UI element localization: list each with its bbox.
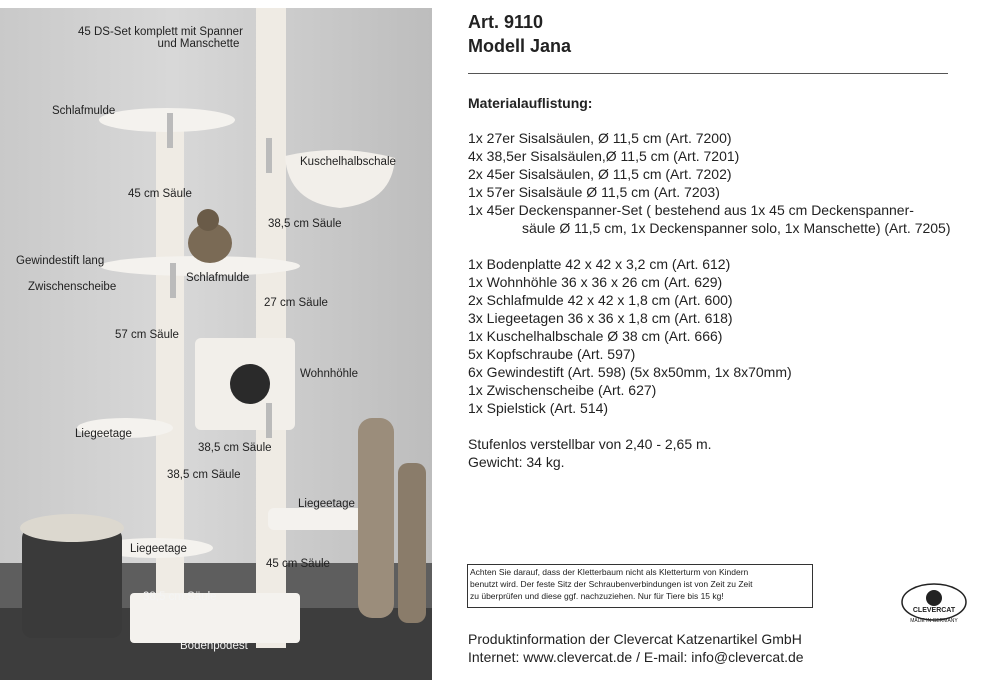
label-schlafmulde-top: Schlafmulde: [52, 105, 116, 117]
material-item: 1x Bodenplatte 42 x 42 x 3,2 cm (Art. 612): [468, 256, 731, 272]
height-info: Stufenlos verstellbar von 2,40 - 2,65 m.: [468, 436, 712, 452]
material-item: 4x 38,5er Sisalsäulen,Ø 11,5 cm (Art. 7201): [468, 148, 740, 164]
material-item: 2x 45er Sisalsäulen, Ø 11,5 cm (Art. 7202): [468, 166, 732, 182]
material-item: 6x Gewindestift (Art. 598) (5x 8x50mm, 1x 8x70mm): [468, 364, 792, 380]
label-kuschelhalbschale: Kuschelhalbschale: [300, 156, 396, 168]
material-item: 3x Liegeetagen 36 x 36 x 1,8 cm (Art. 618): [468, 310, 733, 326]
article-number: Art. 9110: [468, 12, 544, 32]
material-item: 1x Kuschelhalbschale Ø 38 cm (Art. 666): [468, 328, 723, 344]
material-item: 1x 27er Sisalsäulen, Ø 11,5 cm (Art. 7200): [468, 130, 732, 146]
label-gewindestift: Gewindestift lang: [16, 255, 105, 267]
label-schlafmulde-mid: Schlafmulde: [186, 272, 250, 284]
product-photo: [0, 8, 432, 680]
label-zwischenscheibe: Zwischenscheibe: [28, 281, 117, 293]
divider: [468, 73, 948, 74]
label-liegeetage-3: Liegeetage: [130, 543, 187, 555]
material-item: 2x Schlafmulde 42 x 42 x 1,8 cm (Art. 600): [468, 292, 733, 308]
material-item: 1x Spielstick (Art. 514): [468, 400, 609, 416]
label-38-5cm-saeule-b: 38,5 cm Säule: [198, 442, 272, 454]
logo-tag: MADE IN GERMANY: [910, 618, 958, 624]
material-item: 5x Kopfschraube (Art. 597): [468, 346, 636, 362]
material-item-cont: säule Ø 11,5 cm, 1x Deckenspanner solo, 1x Manschette) (Art. 7205): [522, 220, 951, 236]
label-38-5cm-saeule-d: 38,5 cm Säule: [143, 591, 217, 603]
label-45cm-saeule-b: 45 cm Säule: [266, 558, 330, 570]
material-item: 1x Zwischenscheibe (Art. 627): [468, 382, 657, 398]
label-38-5cm-saeule-c: 38,5 cm Säule: [167, 469, 241, 481]
safety-notice: Achten Sie darauf, dass der Kletterbaum nicht als Kletterturm von Kindern benutzt wird. Der feste Sitz der Schraubenverbindungen ist von Zeit zu Zeit zu überprüfen und diese ggf. nachzuziehen. Nur für Tiere bis 15 kg!: [467, 564, 813, 608]
label-27cm-saeule: 27 cm Säule: [264, 297, 328, 309]
label-57cm-saeule: 57 cm Säule: [115, 329, 179, 341]
label-45cm-saeule: 45 cm Säule: [128, 188, 192, 200]
material-item: 1x 57er Sisalsäule Ø 11,5 cm (Art. 7203): [468, 184, 720, 200]
weight-info: Gewicht: 34 kg.: [468, 454, 565, 470]
material-heading: Materialauflistung:: [468, 95, 593, 111]
label-liegeetage-1: Liegeetage: [75, 428, 132, 440]
label-38-5cm-saeule-a: 38,5 cm Säule: [268, 218, 342, 230]
model-name: Modell Jana: [468, 36, 572, 56]
label-bodenpodest: Bodenpodest: [180, 640, 248, 652]
label-set: 45 DS-Set komplett mit Spanner und Manschette: [78, 26, 243, 50]
label-liegeetage-2: Liegeetage: [298, 498, 355, 510]
material-item: 1x 45er Deckenspanner-Set ( bestehend aus 1x 45 cm Deckenspanner-: [468, 202, 914, 218]
clevercat-logo: [900, 582, 968, 624]
logo-brand: CLEVERCAT: [912, 607, 956, 614]
footer-contact: Internet: www.clevercat.de / E-mail: info@clevercat.de: [468, 649, 804, 665]
material-item: 1x Wohnhöhle 36 x 36 x 26 cm (Art. 629): [468, 274, 723, 290]
footer-company: Produktinformation der Clevercat Katzenartikel GmbH: [468, 631, 802, 647]
label-wohnhoehle: Wohnhöhle: [300, 368, 358, 380]
